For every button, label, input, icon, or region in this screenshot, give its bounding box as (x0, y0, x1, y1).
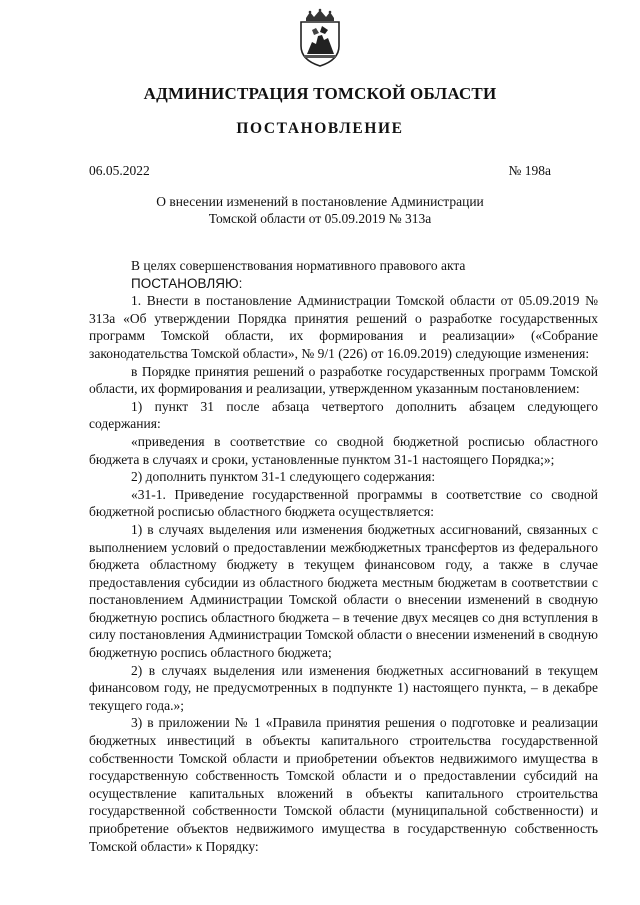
paragraph: 1. Внести в постановление Администрации Томской области от 05.09.2019 № 313а «Об утверждении Порядка принятия решений о разработке государственных программ Томской области, их формирования и реализации» («Собрание законодательства Томской области», № 9/1 (226) от 16.09.2019) следующие изменения: (89, 293, 598, 361)
paragraph: 3) в приложении № 1 «Правила принятия решения о подготовке и реализации бюджетных инвестиций в объекты капитального строительства государственной собственности Томской области и приобретении объектов недвижимого имущества в государственную собственность Томской области и о предоставлении субсидий на осуществление капитальных вложений в объекты капитального строительства государственной собственности Томской области (муниципальной собственности) и приобретение объектов недвижимого имущества в государственную собственность Томской области» к Порядку: (89, 715, 598, 854)
document-number: № 198а (508, 163, 551, 178)
organization-title: АДМИНИСТРАЦИЯ ТОМСКОЙ ОБЛАСТИ (143, 84, 497, 103)
intro-paragraph: В целях совершенствования нормативного правового акта (131, 258, 466, 273)
paragraph: «31-1. Приведение государственной программы в соответствие со сводной бюджетной росписью областного бюджета осуществляется: (89, 486, 598, 520)
paragraph: 2) в случаях выделения или изменения бюджетных ассигнований в текущем финансовом году, не предусмотренных в подпункте 1) настоящего пункта, – в декабре текущего года.»; (89, 662, 598, 713)
document-subject (120, 193, 520, 227)
paragraph: «приведения в соответствие со сводной бюджетной росписью областного бюджета в случаях и сроки, установленные пунктом 31-1 настоящего Порядка;»; (89, 433, 598, 467)
paragraph: 1) в случаях выделения или изменения бюджетных ассигнований, связанных с выполнением условий о предоставлении межбюджетных трансфертов из федерального бюджета областному бюджету в текущем финансовом году, а также в случае предоставления субсидии из областного бюджета местным бюджетам в соответствии с постановлением Администрации Томской области о внесении изменений в сводную бюджетную роспись областного бюджета – в течение двух месяцев со дня вступления в силу постановления Администрации Томской области о внесении изменений в сводную бюджетную роспись областного бюджета; (89, 521, 598, 661)
paragraph: 1) пункт 31 после абзаца четвертого дополнить абзацем следующего содержания: (89, 398, 598, 432)
document-date: 06.05.2022 (89, 163, 150, 178)
coat-of-arms-icon (298, 8, 342, 68)
document-body (89, 257, 598, 855)
decree-word: ПОСТАНОВЛЯЮ: (131, 275, 243, 291)
subject-line-1: О внесении изменений в постановление Администрации (156, 194, 484, 209)
document-type: ПОСТАНОВЛЕНИЕ (236, 120, 404, 137)
paragraph: 2) дополнить пунктом 31-1 следующего содержания: (131, 469, 436, 485)
paragraph: в Порядке принятия решений о разработке государственных программ Томской области, их формирования и реализации, утвержденном указанным постановлением: (89, 363, 598, 397)
subject-line-2: Томской области от 05.09.2019 № 313а (208, 211, 432, 226)
